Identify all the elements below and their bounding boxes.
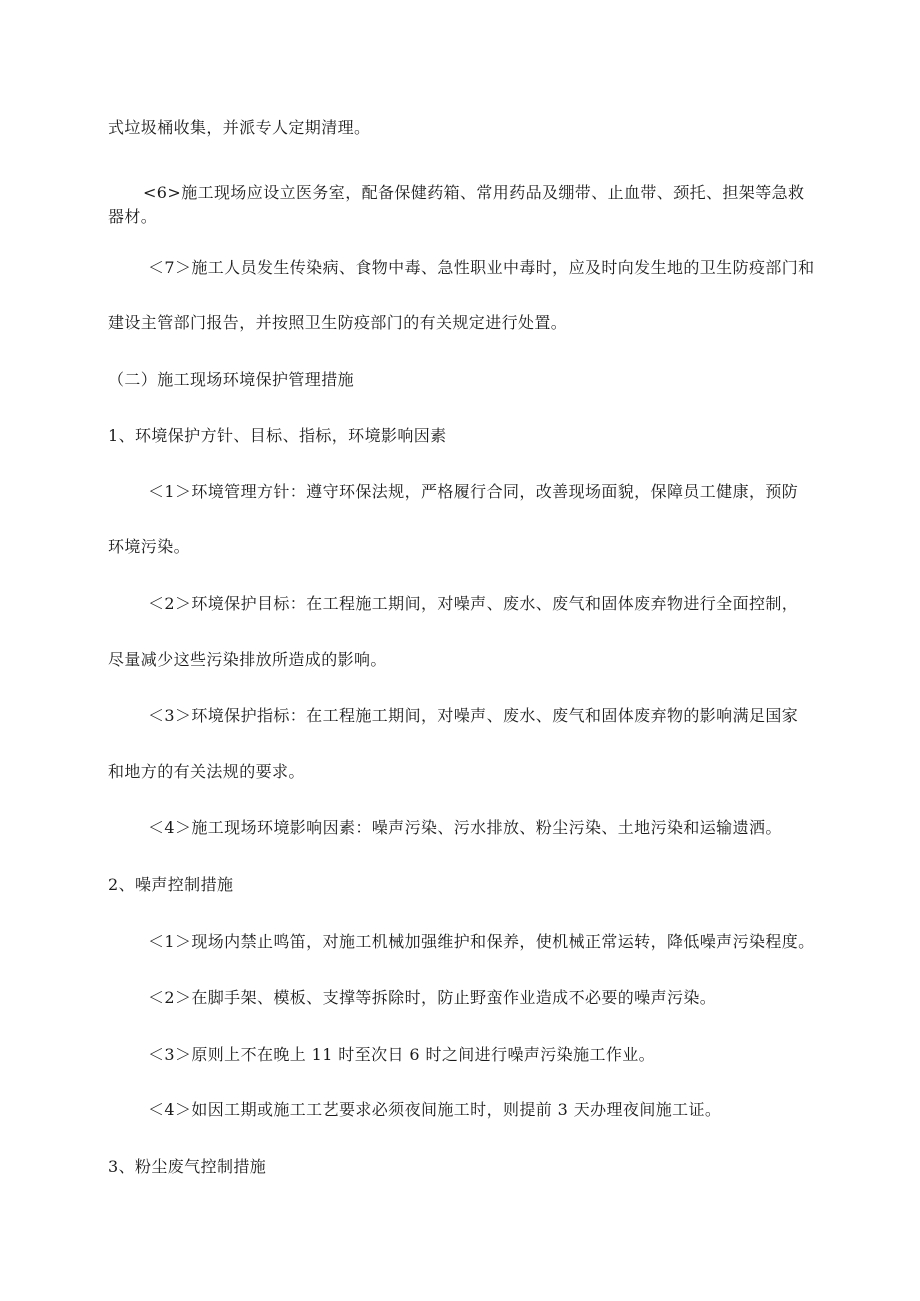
paragraph-line: 和地方的有关法规的要求。 xyxy=(108,762,305,781)
paragraph-line: ＜7＞施工人员发生传染病、食物中毒、急性职业中毒时，应及时向发生地的卫生防疫部门和 xyxy=(148,258,815,277)
paragraph-line: ＜4＞施工现场环境影响因素：噪声污染、污水排放、粉尘污染、土地污染和运输遗洒。 xyxy=(148,818,782,837)
paragraph-line: ＜4＞如因工期或施工工艺要求必须夜间施工时，则提前 3 天办理夜间施工证。 xyxy=(148,1100,722,1119)
paragraph-line: ＜3＞环境保护指标：在工程施工期间，对噪声、废水、废气和固体废弃物的影响满足国家 xyxy=(148,706,799,725)
paragraph-line: ＜2＞环境保护目标：在工程施工期间，对噪声、废水、废气和固体废弃物进行全面控制， xyxy=(148,594,799,613)
paragraph-line: ＜2＞在脚手架、模板、支撑等拆除时，防止野蛮作业造成不必要的噪声污染。 xyxy=(148,988,717,1007)
paragraph-line: ＜1＞环境管理方针：遵守环保法规，严格履行合同，改善现场面貌，保障员工健康，预防 xyxy=(148,482,799,501)
paragraph-line: 环境污染。 xyxy=(108,537,191,556)
paragraph-line: ＜1＞现场内禁止鸣笛，对施工机械加强维护和保养，使机械正常运转，降低噪声污染程度。 xyxy=(148,932,815,951)
subsection-heading: 2、噪声控制措施 xyxy=(108,875,234,894)
paragraph-line: 尽量减少这些污染排放所造成的影响。 xyxy=(108,650,387,669)
paragraph-line: <6>施工现场应设立医务室，配备保健药箱、常用药品及绷带、止血带、颈托、担架等急救 xyxy=(143,183,805,202)
section-heading: （二）施工现场环境保护管理措施 xyxy=(108,370,355,389)
paragraph-line: 建设主管部门报告，并按照卫生防疫部门的有关规定进行处置。 xyxy=(108,313,568,332)
subsection-heading: 1、环境保护方针、目标、指标，环境影响因素 xyxy=(108,426,447,445)
paragraph-line: 器材。 xyxy=(108,207,158,226)
paragraph-line: 式垃圾桶收集，并派专人定期清理。 xyxy=(108,118,371,137)
paragraph-line: ＜3＞原则上不在晚上 11 时至次日 6 时之间进行噪声污染施工作业。 xyxy=(148,1045,656,1064)
subsection-heading: 3、粉尘废气控制措施 xyxy=(108,1157,267,1176)
